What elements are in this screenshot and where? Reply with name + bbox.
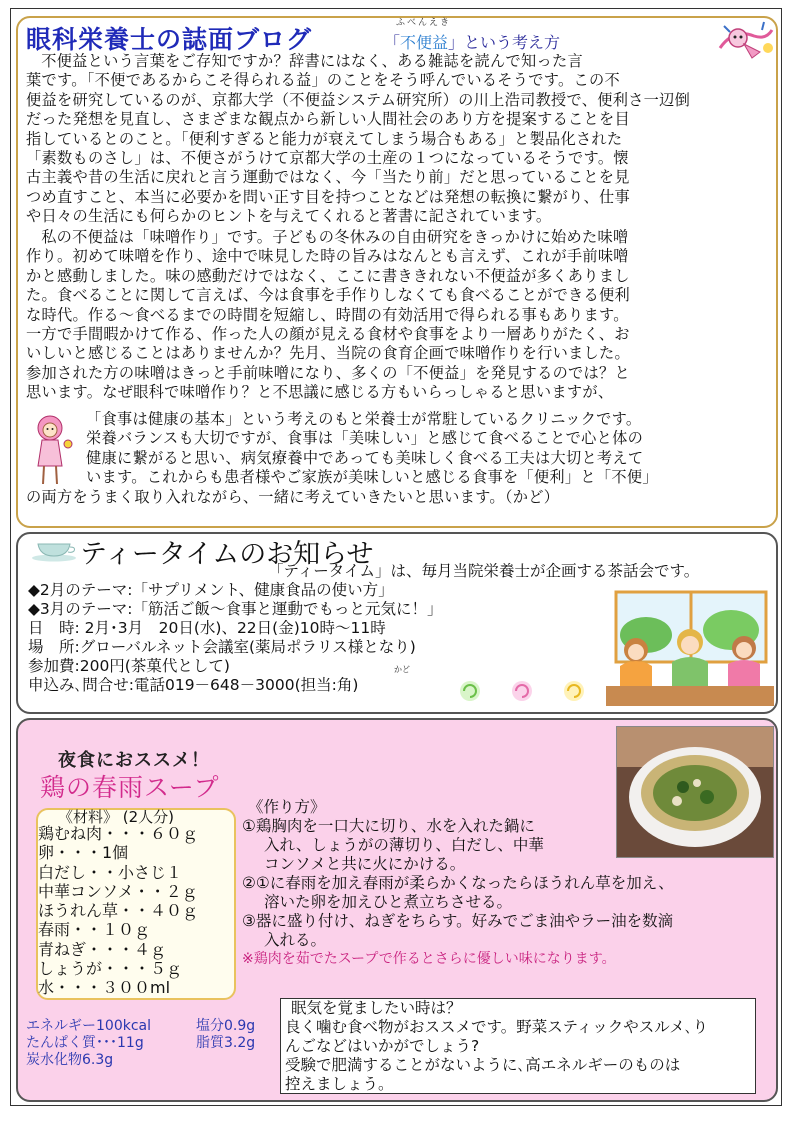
p2-line: 私の不便益は「味噌作り」です。子どもの冬休みの自由研究をきっかけに始めた味噌 — [41, 228, 629, 246]
ingredient-item: 水・・・３００ml — [38, 978, 171, 998]
p3-line: 「食事は健康の基本」という考えのもと栄養士が常駐しているクリニックです。 — [86, 410, 642, 428]
teatime-line: 場 所:グローバルネット会議室(薬局ポラリス様となり) — [28, 638, 416, 656]
teatime-intro: 「ティータイム」は、毎月当院栄養士が企画する茶話会です。 — [268, 562, 700, 580]
recipe-kicker: 夜食におススメ！ — [58, 750, 210, 771]
blog-title: 眼科栄養士の誌面ブログ — [26, 25, 313, 54]
p2-line: かと感動しました。味の感動だけではなく、ここに書ききれない不便益が多くありまし — [26, 266, 630, 285]
step-line: 入れる。 — [264, 931, 327, 949]
tip-box — [280, 998, 756, 1094]
swirl-candy-icon — [452, 678, 592, 704]
tip-line: んごなどはいかがでしょう? — [285, 1037, 480, 1055]
p1-line: 「素数ものさし」は、不便さがうけて京都大学の土産の１つになっているそうです。懐 — [26, 149, 629, 168]
nutrition-salt: 塩分0.9g — [196, 1018, 256, 1034]
teatime-line: 日 時: 2月･3月 20日(水)、22日(金)10時～11時 — [28, 619, 386, 637]
p2-line: た。食べることに関して言えば、今は食事を手作りしなくても食べることができる便利 — [26, 286, 631, 305]
step-line: 溶いた卵を加えひと煮立ちさせる。 — [264, 893, 513, 911]
ingredient-item: 春雨・・１０ｇ — [38, 920, 151, 940]
nutrition-energy: エネルギー100kcal — [26, 1018, 151, 1034]
ingredients-list — [38, 824, 198, 998]
teatime-line: 参加費:200円(茶菓代として) — [28, 657, 230, 675]
p3-line: の両方をうまく取り入れながら、一緒に考えていきたいと思います。（かど） — [26, 487, 560, 506]
ingredient-item: 卵・・・1個 — [38, 843, 129, 863]
step-line: コンソメと共に火にかける。 — [264, 855, 466, 873]
nutrition-protein: たんぱく質･･･11g — [26, 1035, 144, 1051]
blog-paragraph-1 — [26, 52, 770, 227]
steps-heading: 《作り方》 — [248, 798, 326, 816]
teatime-title: ティータイムのお知らせ — [80, 539, 374, 570]
p1-line: 古主義や昔の生活に戻れと言う運動ではなく、今「当たり前」だと思っていることを見 — [26, 168, 630, 187]
p3-line: 健康に繋がると思い、病気療養中であっても美味しく食べる工夫は大切と考えて — [86, 448, 644, 467]
nutrition-fat: 脂質3.2g — [196, 1035, 256, 1051]
tip-line: 良く噛む食べ物がおススメです。野菜スティックやスルメ､り — [285, 1018, 708, 1036]
ingredient-item: 鶏むね肉・・・６０ｇ — [38, 824, 199, 843]
recipe-title: 鶏の春雨スープ — [40, 773, 220, 802]
p1-line: 便益を研究しているのが、京都大学（不便益システム研究所）の川上浩司教授で、便利さ一辺倒 — [26, 90, 691, 109]
ingredient-item: しょうが・・・５ｇ — [38, 959, 183, 979]
step-line: ①鶏胸肉を一口大に切り、水を入れた鍋に — [242, 817, 535, 835]
blog-paragraph-3 — [26, 410, 770, 507]
tip-line: 控えましょう。 — [285, 1075, 394, 1093]
women-tea-illustration — [606, 590, 774, 706]
p2-line: 参加された方の味噌はきっと手前味噌になり、多くの「不便益」を発見するのでは？と — [26, 363, 631, 382]
teatime-line: ◆3月のテーマ:「筋活ご飯～食事と運動でもっと元気に！」 — [28, 600, 443, 618]
p1-line: や日々の生活にも何らかのヒントを与えてくれると著書に記されています。 — [26, 207, 552, 226]
ingredient-item: 青ねぎ・・・４ｇ — [38, 939, 167, 959]
p2-line: 作り。初めて味噌を作り、途中で味見した時の旨みはなんとも言えず、これが手前味噌 — [26, 247, 629, 266]
nutrition-facts — [26, 1018, 276, 1069]
ingredient-item: 中華コンソメ・・２ｇ — [38, 881, 198, 901]
step-line: 入れ、しょうがの薄切り、白だし、中華 — [264, 836, 544, 854]
ingredients-heading: 《材料》 (2人分) — [58, 808, 175, 826]
teatime-details — [28, 562, 699, 695]
p1-line: だった発想を見直し、さまざまな観点から新しい人間社会のあり方を提案することを目 — [26, 110, 631, 129]
ruby-kado: かど — [394, 665, 410, 674]
p2-line: いしいと感じることはありませんか？先月、当院の食育企画で味噌作りを行いました。 — [26, 344, 631, 363]
p2-line: な時代。作る～食べるまでの時間を短縮し、時間の有効活用で得られる事もあります。 — [26, 305, 629, 324]
teatime-line: 申込み､問合せ:電話019－648－3000(担当:角) — [28, 676, 359, 694]
step-line: ③器に盛り付け、ねぎをちらす。好みでごま油やラー油を数滴 — [242, 912, 674, 930]
recipe-note: ※鶏肉を茹でたスープで作るとさらに優しい味になります。 — [242, 951, 616, 967]
ruby-fubeneki: ふべんえき — [396, 18, 452, 28]
tip-heading: 眠気を覚ましたい時は？ — [291, 999, 462, 1017]
teacup-icon — [30, 538, 78, 562]
teatime-line: ◆2月のテーマ:「サプリメント、健康食品の使い方」 — [28, 581, 394, 599]
p2-line: 一方で手間暇かけて作る、作った人の顔が見える食材や食事をより一層ありがたく、お — [26, 325, 630, 344]
tip-line: 受験で肥満することがないように､高エネルギーのものは — [285, 1056, 681, 1074]
blog-paragraph-2 — [26, 228, 770, 403]
p3-line: います。これからも患者様やご家族が美味しいと感じる食事を「便利」と「不便」 — [86, 468, 658, 487]
blog-subtitle: 「不便益」という考え方 — [384, 33, 561, 52]
p1-line: 不便益という言葉をご存知ですか？辞書にはなく、ある雑誌を読んで知った言 — [41, 52, 583, 70]
p3-line: 栄養バランスも大切ですが、食事は「美味しい」と感じて食べることで心と体の — [86, 429, 644, 448]
p2-line: 思います。なぜ眼科で味噌作り？と不思議に感じる方もいらっしゃると思いますが、 — [26, 383, 614, 402]
ingredient-item: ほうれん草・・４０ｇ — [38, 901, 199, 921]
ingredient-item: 白だし・・小さじ１ — [38, 862, 183, 882]
p1-line: 指しているとのこと。「便利すぎると能力が衰えてしまう場合もある」と製品化された — [26, 129, 623, 148]
nutrition-carb: 炭水化物6.3g — [26, 1052, 114, 1068]
recipe-steps — [242, 798, 778, 969]
p1-line: 葉です。「不便であるからこそ得られる益」のことをそう呼んでいるそうです。この不 — [26, 71, 620, 90]
p1-line: つめ直すこと、本当に必要かを問い正す目を持つことなどは発想の転換に繋がり、仕事 — [26, 187, 631, 206]
step-line: ②①に春雨を加え春雨が柔らかくなったらほうれん草を加え、 — [242, 874, 674, 892]
